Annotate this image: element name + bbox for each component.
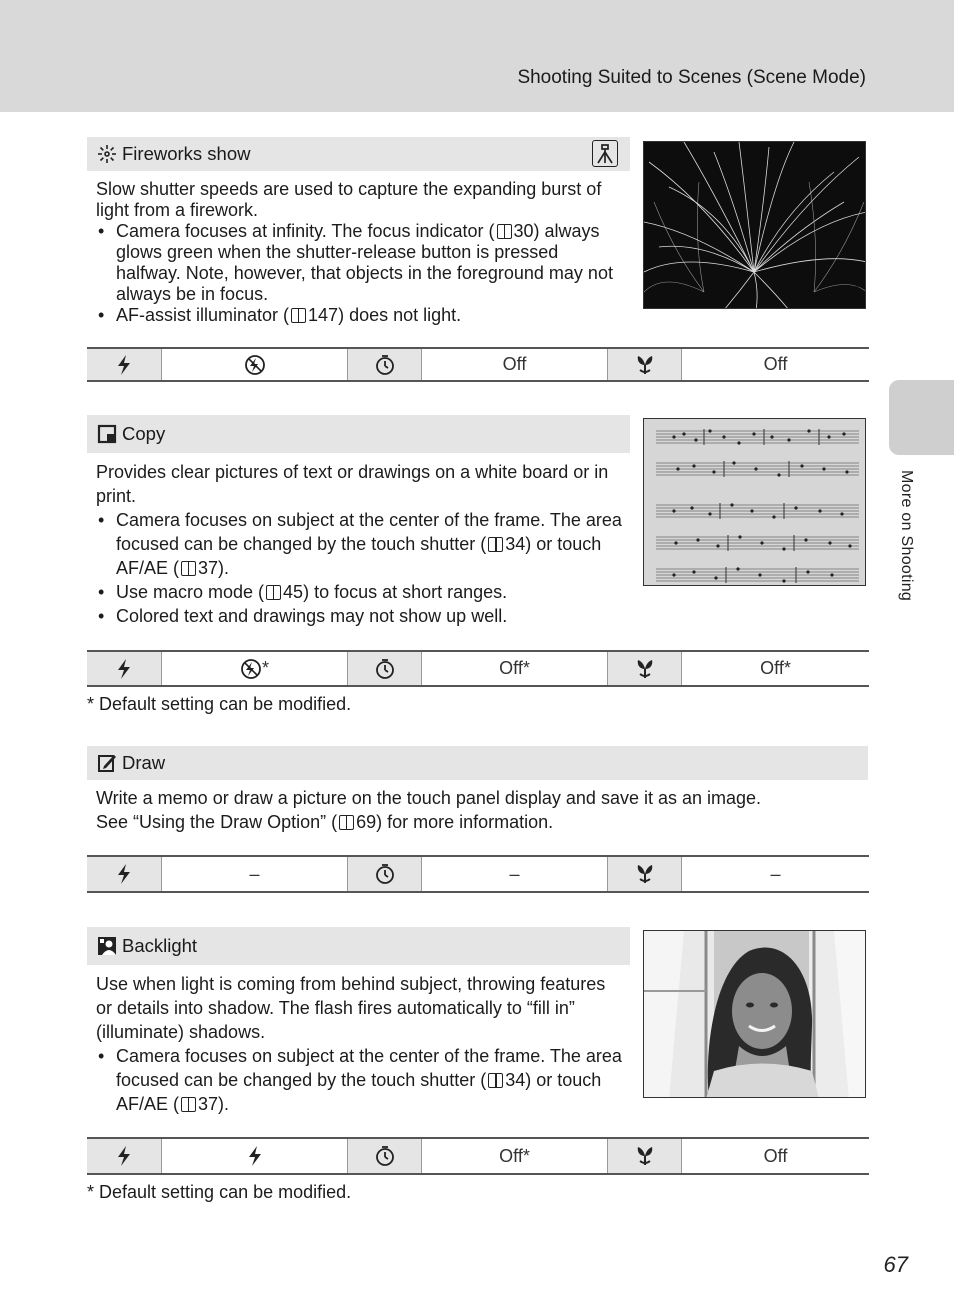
body-text: See “Using the Draw Option” (	[96, 812, 338, 832]
page-ref: 37	[198, 558, 219, 578]
bullet-text: ).	[218, 1094, 230, 1114]
tripod-icon	[592, 140, 618, 167]
book-ref-icon	[181, 561, 196, 576]
section-intro: Slow shutter speeds are used to capture the expanding burst of light from a firework.	[96, 179, 602, 220]
chapter-tab-label: More on Shooting	[898, 470, 915, 602]
chapter-tab	[889, 380, 954, 455]
fireworks-icon	[96, 143, 118, 165]
section-body-backlight	[96, 972, 626, 1116]
flash-setting	[161, 349, 347, 380]
book-ref-icon	[488, 1073, 503, 1088]
flash-setting	[161, 652, 347, 685]
book-ref-icon	[488, 537, 503, 552]
book-ref-icon	[266, 585, 281, 600]
self-timer-icon	[347, 1139, 421, 1173]
section-intro: Provides clear pictures of text or drawings on a white board or in print.	[96, 462, 609, 506]
bullet-text: Camera focuses at infinity. The focus indicator (	[116, 221, 495, 241]
section-header-draw	[87, 746, 868, 780]
section-text-2	[96, 810, 866, 834]
flash-mode-icon	[87, 857, 161, 891]
section-title: Copy	[122, 423, 166, 444]
bullet-text: ) to focus at short ranges.	[303, 582, 508, 602]
page-ref: 45	[283, 582, 304, 602]
settings-row-draw	[87, 855, 869, 893]
bullet-item	[96, 508, 626, 580]
book-ref-icon	[291, 308, 306, 323]
draw-icon	[96, 752, 118, 774]
bullet-item	[96, 1044, 626, 1116]
self-timer-value: –	[421, 857, 607, 891]
macro-value: Off*	[681, 652, 869, 685]
settings-row-fireworks	[87, 347, 869, 382]
bullet-text: ).	[218, 558, 230, 578]
copy-icon	[96, 423, 118, 445]
macro-icon	[607, 652, 681, 685]
bullet-item	[96, 604, 626, 628]
macro-value: –	[681, 857, 869, 891]
page-ref: 37	[198, 1094, 219, 1114]
page-ref: 147	[308, 305, 339, 325]
settings-row-backlight	[87, 1137, 869, 1175]
book-ref-icon	[497, 224, 512, 239]
self-timer-icon	[347, 857, 421, 891]
macro-value: Off	[681, 1139, 869, 1173]
flash-value: –	[161, 857, 347, 891]
page-ref: 30	[513, 221, 534, 241]
body-text: ) for more information.	[376, 812, 554, 832]
section-intro: Use when light is coming from behind subject, throwing features or details into shadow. The flash fires automatically to “fill in” (illuminate) shadows.	[96, 974, 606, 1042]
flash-on-icon	[246, 1145, 264, 1167]
macro-value: Off	[681, 349, 869, 380]
bullet-text: Camera focuses on subject at the center of the frame. The area focused can be changed by the touch shutter (	[116, 1046, 622, 1090]
section-body-fireworks	[96, 179, 616, 326]
sheet-music-photo	[643, 418, 866, 586]
book-ref-icon	[339, 815, 354, 830]
self-timer-icon	[347, 652, 421, 685]
section-body-draw	[96, 786, 866, 834]
flash-mode-icon	[87, 349, 161, 380]
footnote: * Default setting can be modified.	[87, 694, 352, 714]
header-band	[0, 0, 954, 112]
flash-mode-icon	[87, 1139, 161, 1173]
self-timer-value: Off*	[421, 1139, 607, 1173]
page-header-title: Shooting Suited to Scenes (Scene Mode)	[517, 67, 866, 88]
page-ref: 69	[356, 812, 377, 832]
macro-icon	[607, 857, 681, 891]
bullet-item	[96, 305, 616, 326]
flash-setting-note: *	[261, 658, 269, 678]
section-body-copy	[96, 460, 626, 628]
bullet-text: ) does not light.	[338, 305, 462, 325]
bullet-text: Use macro mode (	[116, 582, 265, 602]
section-header-backlight	[87, 927, 630, 965]
bullet-text: AF-assist illuminator (	[116, 305, 290, 325]
bullet-text: Camera focuses on subject at the center of the frame. The area focused can be changed by the touch shutter (	[116, 510, 622, 554]
section-text: Write a memo or draw a picture on the touch panel display and save it as an image.	[96, 788, 762, 808]
flash-mode-icon	[87, 652, 161, 685]
flash-off-icon	[240, 658, 262, 680]
footnote: * Default setting can be modified.	[87, 1182, 352, 1202]
macro-icon	[607, 349, 681, 380]
settings-row-copy	[87, 650, 869, 687]
self-timer-icon	[347, 349, 421, 380]
section-title: Fireworks show	[122, 143, 251, 164]
fireworks-photo	[643, 141, 866, 309]
page-number: 67	[883, 1252, 908, 1277]
backlight-portrait-photo	[643, 930, 866, 1098]
bullet-item	[96, 580, 626, 604]
section-header-copy	[87, 415, 630, 453]
backlight-icon	[96, 935, 118, 957]
self-timer-value: Off	[421, 349, 607, 380]
book-ref-icon	[181, 1097, 196, 1112]
bullet-text: ) or touch AF/AE (	[116, 534, 602, 578]
section-header-fireworks	[87, 137, 630, 171]
self-timer-value: Off*	[421, 652, 607, 685]
bullet-text: Colored text and drawings may not show up well.	[116, 606, 508, 626]
bullet-item	[96, 221, 616, 305]
flash-setting	[161, 1139, 347, 1173]
section-title: Draw	[122, 752, 166, 773]
page-ref: 34	[505, 534, 526, 554]
macro-icon	[607, 1139, 681, 1173]
bullet-text: ) always glows green when the shutter-release button is pressed halfway. Note, however, that objects in the foreground may not always be in focus.	[116, 221, 613, 304]
section-title: Backlight	[122, 935, 198, 956]
flash-off-icon	[244, 354, 266, 376]
bullet-text: ) or touch AF/AE (	[116, 1070, 602, 1114]
page-ref: 34	[505, 1070, 526, 1090]
